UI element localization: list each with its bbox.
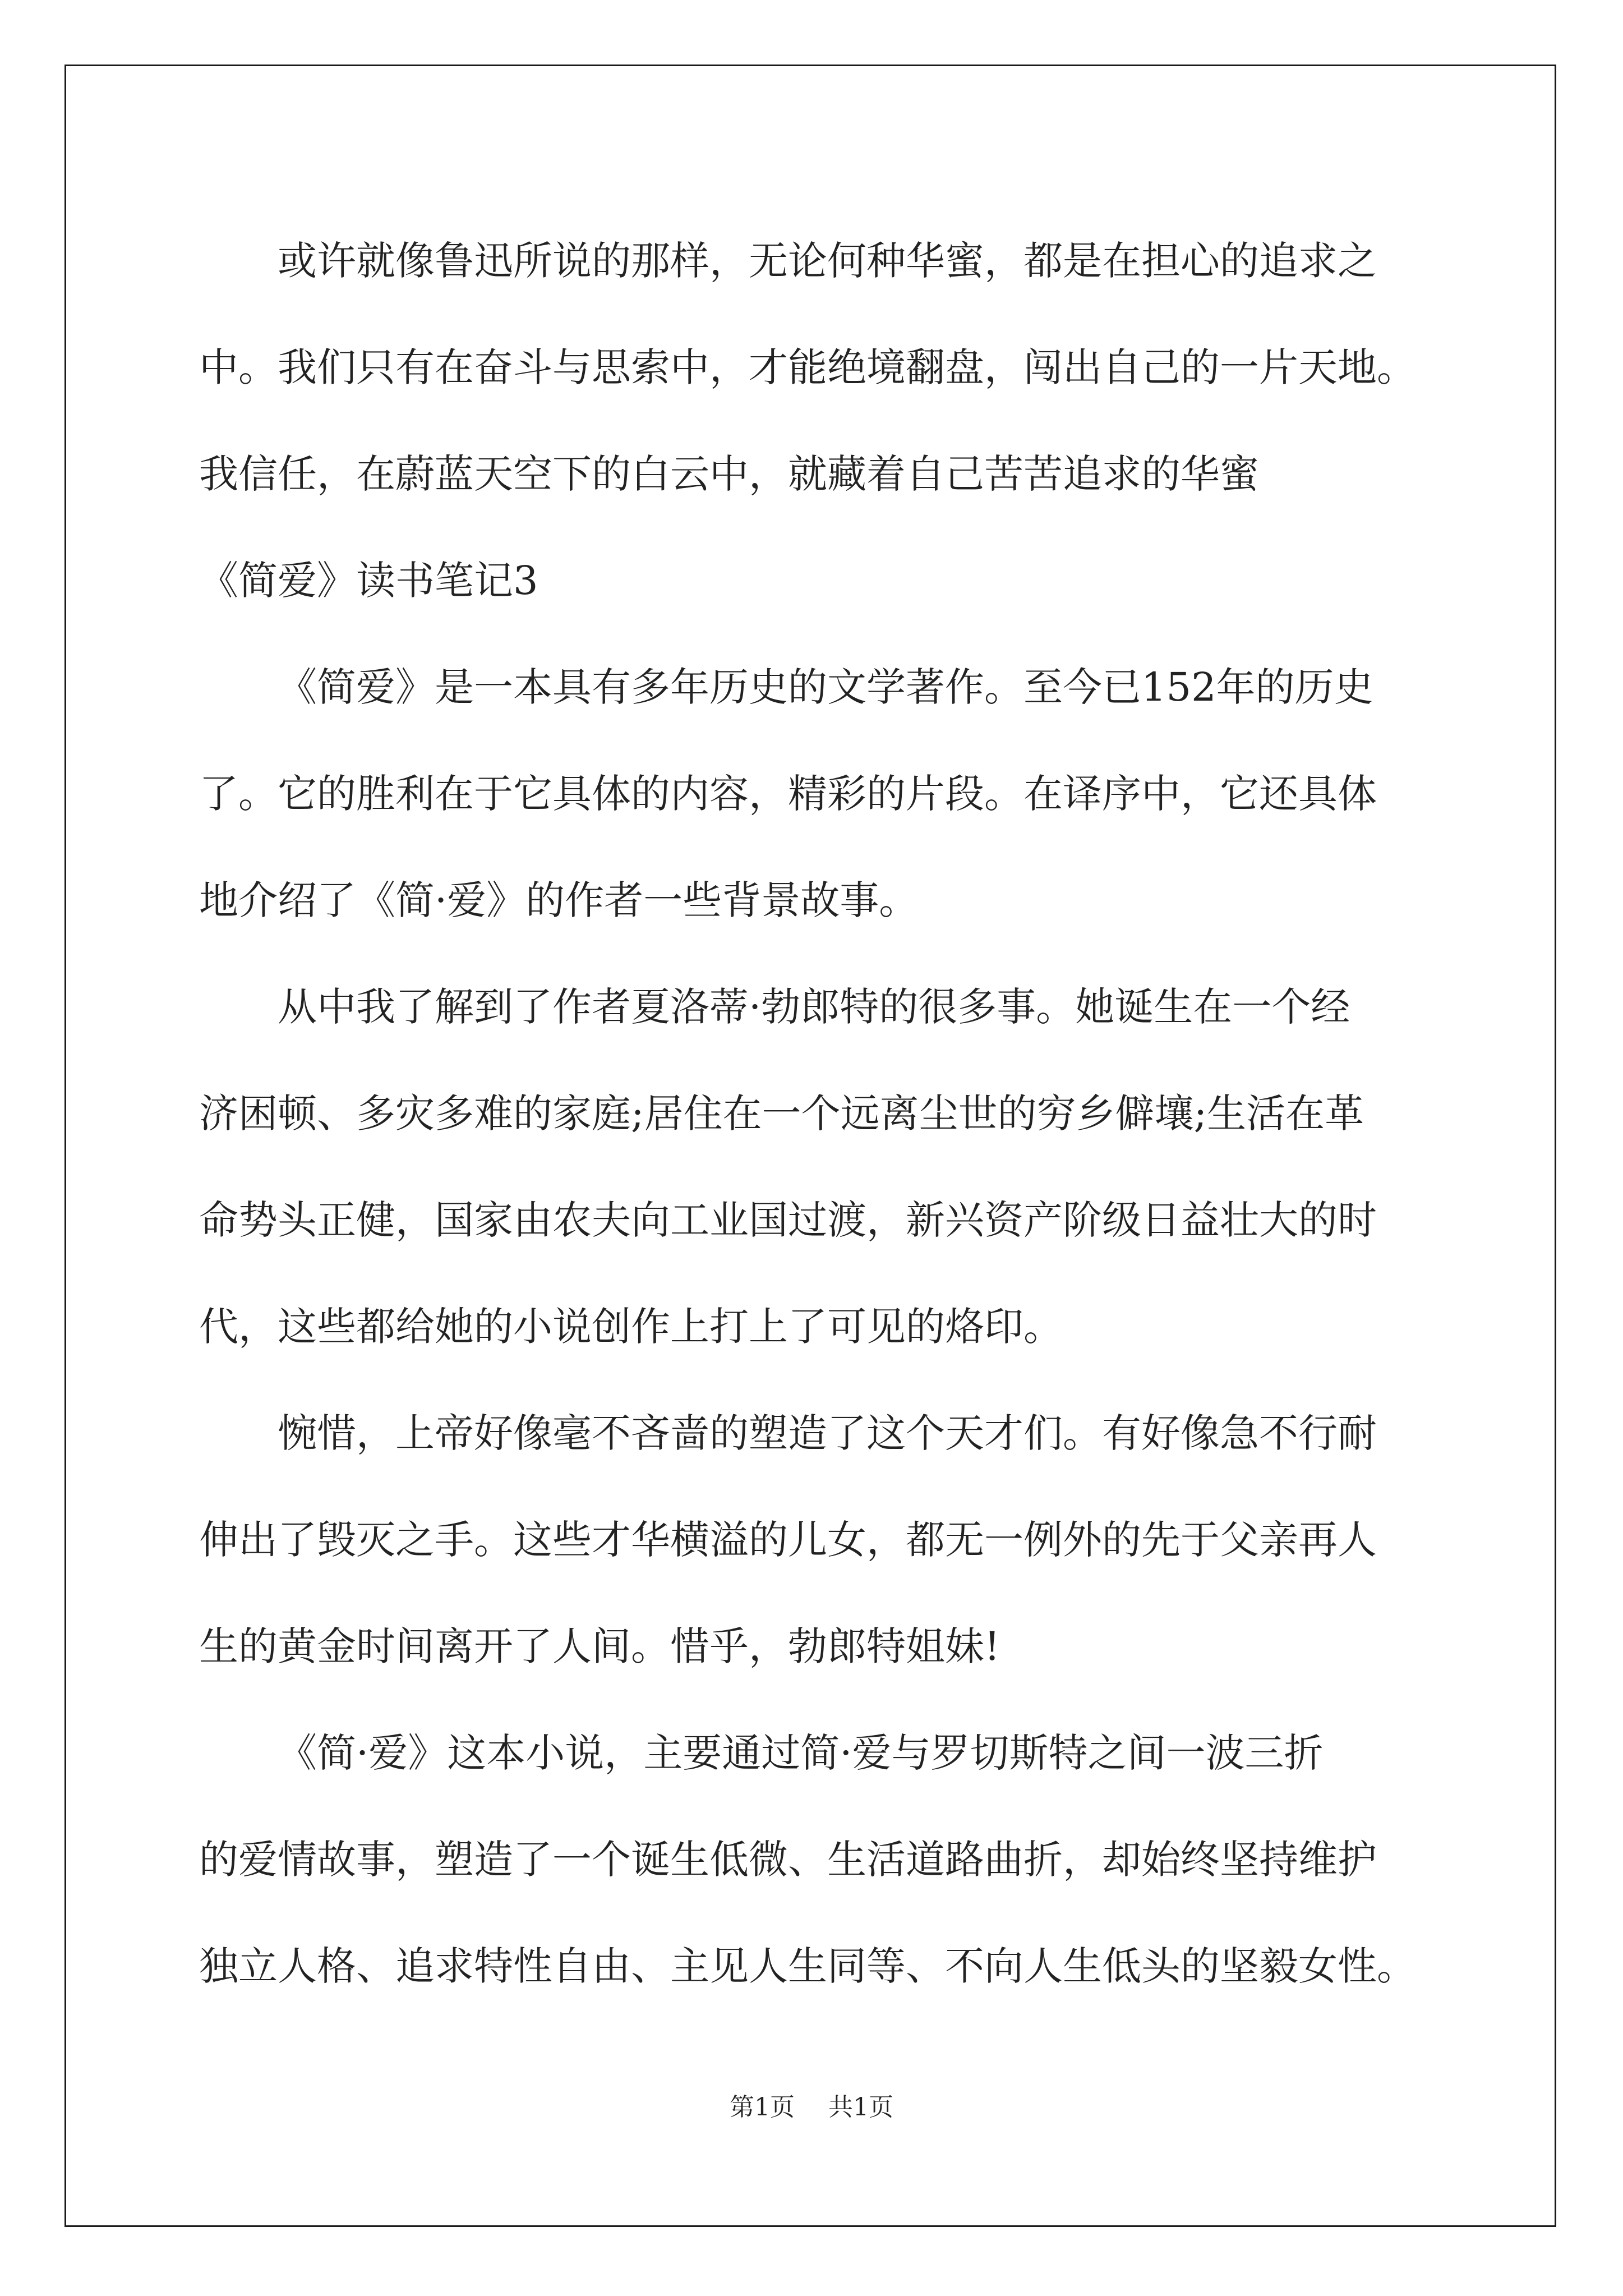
text-line: 济困顿、多灾多难的家庭;居住在一个远离尘世的穷乡僻壤;生活在革 xyxy=(199,1091,1364,1137)
text-line: 我信任，在蔚蓝天空下的白云中，就藏着自己苦苦追求的华蜜 xyxy=(199,451,1259,497)
text-line: 《简爱》是一本具有多年历史的文学著作。至今已152年的历史 xyxy=(278,664,1373,710)
text-line: 伸出了毁灭之手。这些才华横溢的儿女，都无一例外的先于父亲再人 xyxy=(199,1517,1377,1563)
text-line: 《简·爱》这本小说，主要通过简·爱与罗切斯特之间一波三折 xyxy=(278,1730,1324,1776)
text-line: 地介绍了《简·爱》的作者一些背景故事。 xyxy=(199,877,919,923)
text-line: 中。我们只有在奋斗与思索中，才能绝境翻盘，闯出自己的一片天地。 xyxy=(199,344,1416,390)
text-line: 独立人格、追求特性自由、主见人生同等、不向人生低头的坚毅女性。 xyxy=(199,1943,1416,1989)
page-total: 共1页 xyxy=(828,2093,893,2122)
page-number: 第1页 xyxy=(730,2093,795,2122)
text-line: 生的黄金时间离开了人间。惜乎，勃郎特姐妹! xyxy=(199,1623,1000,1669)
text-line: 代，这些都给她的小说创作上打上了可见的烙印。 xyxy=(199,1304,1063,1350)
text-line: 的爱情故事，塑造了一个诞生低微、生活道路曲折，却始终坚持维护 xyxy=(199,1837,1377,1883)
page-footer xyxy=(0,2087,1623,2123)
text-line: 命势头正健，国家由农夫向工业国过渡，新兴资产阶级日益壮大的时 xyxy=(199,1197,1377,1243)
text-line: 从中我了解到了作者夏洛蒂·勃郎特的很多事。她诞生在一个经 xyxy=(278,984,1350,1030)
text-line: 了。它的胜利在于它具体的内容，精彩的片段。在译序中，它还具体 xyxy=(199,771,1377,817)
document-body xyxy=(199,208,1450,2019)
text-line: 惋惜，上帝好像毫不吝啬的塑造了这个天才们。有好像急不行耐 xyxy=(278,1410,1377,1456)
text-line: 《简爱》读书笔记3 xyxy=(199,558,538,604)
text-line: 或许就像鲁迅所说的那样，无论何种华蜜，都是在担心的追求之 xyxy=(278,238,1377,284)
